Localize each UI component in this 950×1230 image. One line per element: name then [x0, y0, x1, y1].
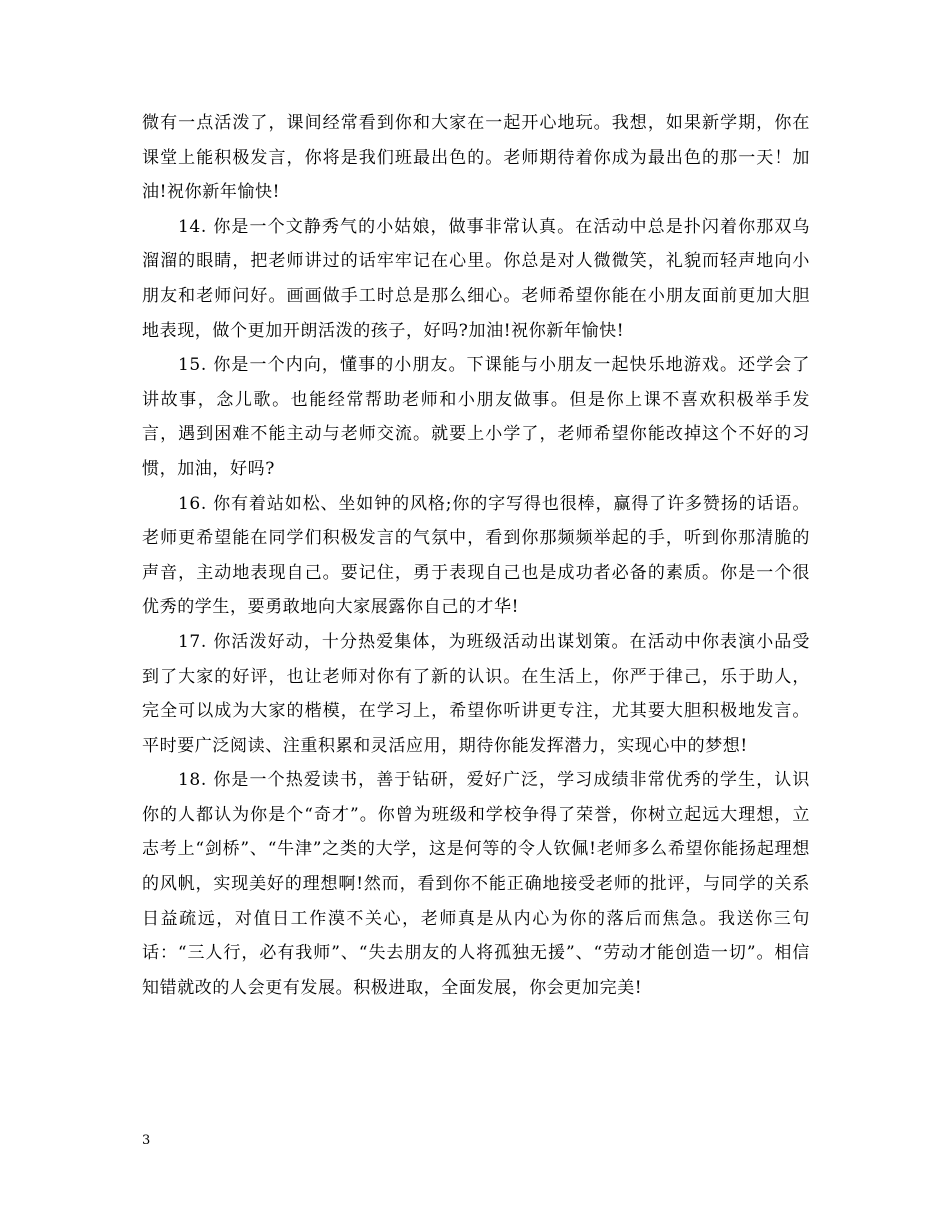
paragraph-item-17: 17. 你活泼好动，十分热爱集体，为班级活动出谋划策。在活动中你表演小品受到了大家的好评，也让老师对你有了新的认识。在生活上，你严于律己，乐于助人，完全可以成为大家的楷模，在学习上，希望你听讲更专注，尤其要大胆积极地发言。平时要广泛阅读、注重积累和灵活应用，期待你能发挥潜力，实现心中的梦想! — [142, 631, 810, 756]
page-number: 3 — [142, 1133, 151, 1148]
paragraph-continuation: 微有一点活泼了，课间经常看到你和大家在一起开心地玩。我想，如果新学期，你在课堂上能积极发言，你将是我们班最出色的。老师期待着你成为最出色的那一天！加油!祝你新年愉快! — [142, 113, 810, 203]
paragraph-item-16: 16. 你有着站如松、坐如钟的风格;你的字写得也很棒，赢得了许多赞扬的话语。老师更希望能在同学们积极发言的气氛中，看到你那频频举起的手，听到你那清脆的声音，主动地表现自己。要记住，勇于表现自己也是成功者必备的素质。你是一个很优秀的学生，要勇敢地向大家展露你自己的才华! — [142, 493, 810, 618]
paragraph-item-18: 18. 你是一个热爱读书，善于钻研，爱好广泛，学习成绩非常优秀的学生，认识你的人都认为你是个“奇才”。你曾为班级和学校争得了荣誉，你树立起远大理想，立志考上“剑桥”、“牛津”之类的大学，这是何等的令人钦佩!老师多么希望你能扬起理想的风帆，实现美好的理想啊!然而，看到你不能正确地接受老师的批评，与同学的关系日益疏远，对值日工作漠不关心，老师真是从内心为你的落后而焦急。我送你三句话：“三人行，必有我师”、“失去朋友的人将孤独无援”、“劳动才能创造一切”。相信知错就改的人会更有发展。积极进取，全面发展，你会更加完美! — [142, 770, 810, 998]
paragraph-item-15: 15. 你是一个内向，懂事的小朋友。下课能与小朋友一起快乐地游戏。还学会了讲故事，念儿歌。也能经常帮助老师和小朋友做事。但是你上课不喜欢积极举手发言，遇到困难不能主动与老师交流。就要上小学了，老师希望你能改掉这个不好的习惯，加油，好吗? — [142, 355, 810, 479]
paragraph-item-14: 14. 你是一个文静秀气的小姑娘，做事非常认真。在活动中总是扑闪着你那双乌溜溜的眼睛，把老师讲过的话牢牢记在心里。你总是对人微微笑，礼貌而轻声地向小朋友和老师问好。画画做手工时总是那么细心。老师希望你能在小朋友面前更加大胆地表现，做个更加开朗活泼的孩子，好吗?加油!祝你新年愉快! — [142, 216, 810, 341]
document-body — [142, 106, 810, 1005]
